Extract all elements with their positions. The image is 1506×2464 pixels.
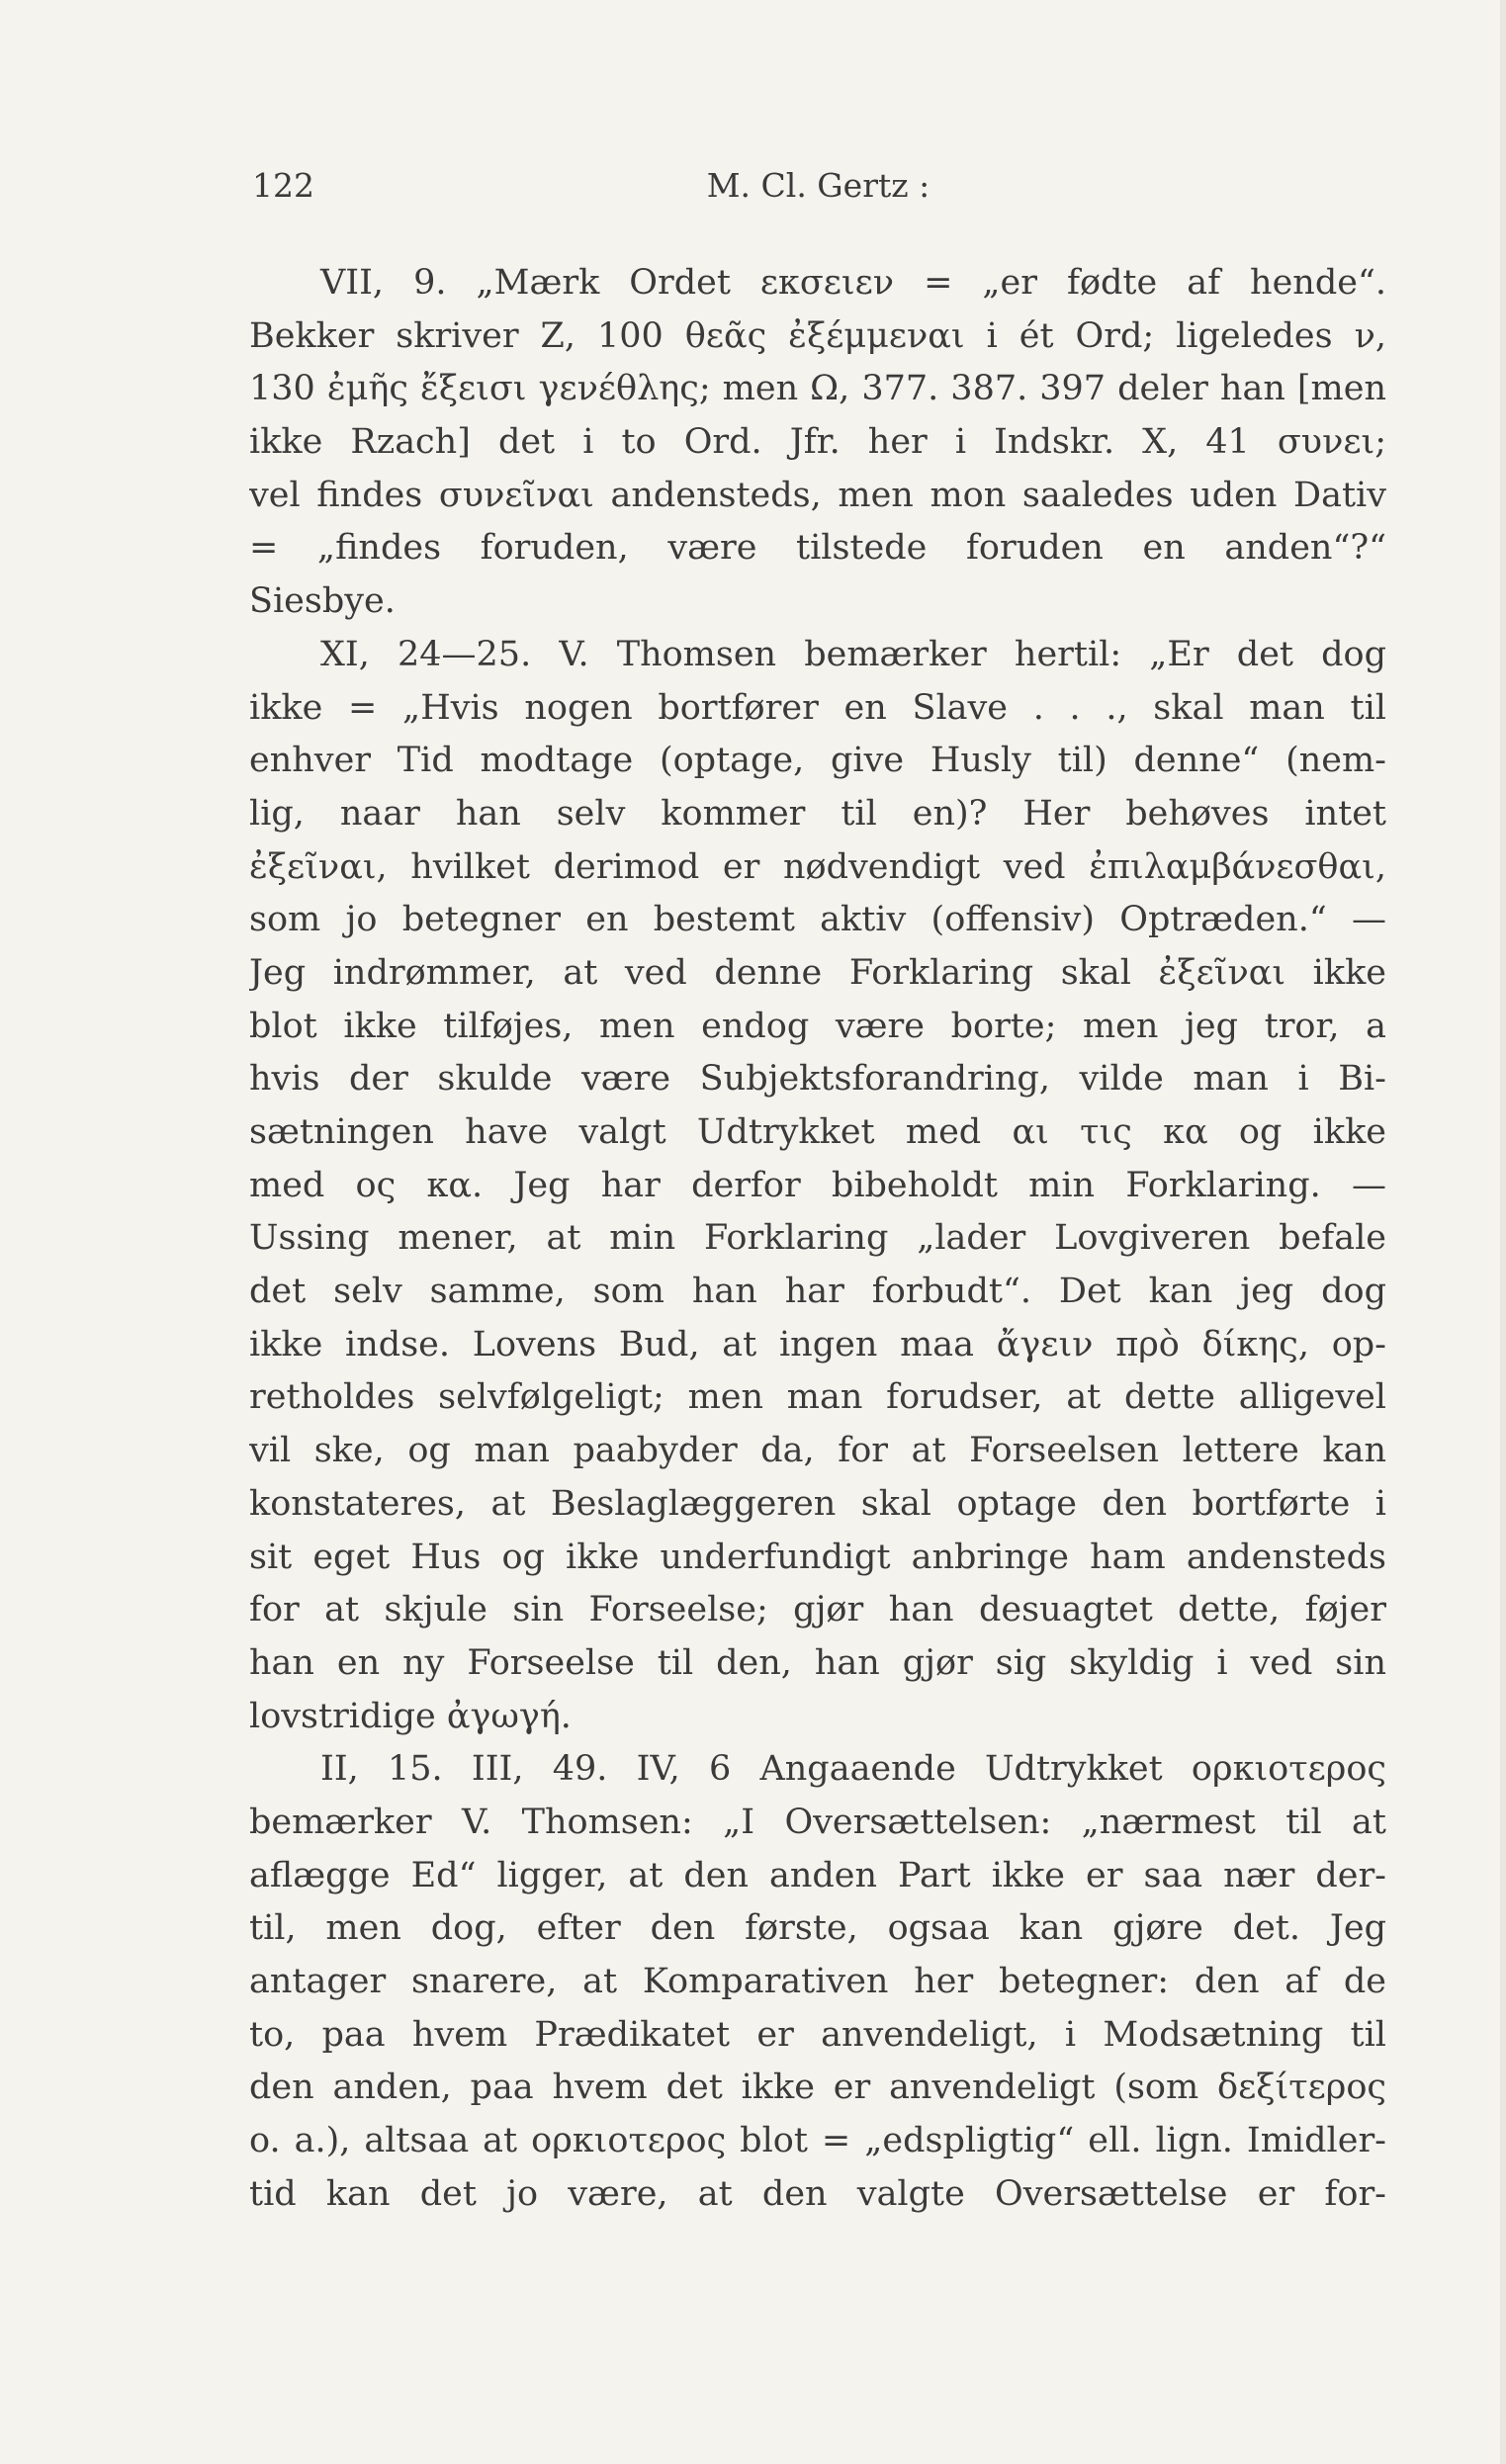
running-title: M. Cl. Gertz : (706, 166, 930, 205)
text-line: Siesbye. (249, 581, 396, 622)
text-line: = „findes foruden, være tilstede foruden en anden“?“ (249, 528, 1386, 569)
text-line: II, 15. III, 49. IV, 6 Angaaende Udtrykket ορκιοτερος (320, 1749, 1386, 1790)
text-line: 130 ἐμῆς ἔξεισι γενέθλης; men Ω, 377. 387. 397 deler han [men (249, 369, 1386, 409)
text-line: XI, 24—25. V. Thomsen bemærker hertil: „Er det dog (320, 634, 1386, 674)
text-line: retholdes selvfølgeligt; men man forudser, at dette alligevel (249, 1377, 1386, 1418)
text-line: den anden, paa hvem det ikke er anvendeligt (som δεξίτερος (249, 2068, 1386, 2108)
text-line: Bekker skriver Ζ, 100 θεᾶς ἐξέμμεναι i ét Ord; ligeledes ν, (249, 315, 1386, 356)
text-line: hvis der skulde være Subjektsforandring, vilde man i Bi- (249, 1059, 1386, 1100)
text-line: bemærker V. Thomsen: „I Oversættelsen: „nærmest til at (249, 1802, 1386, 1842)
text-line: o. a.), altsaa at ορκιοτερος blot = „edspligtig“ ell. lign. Imidler- (249, 2121, 1386, 2161)
text-line: aflægge Ed“ ligger, at den anden Part ikke er saa nær der- (249, 1855, 1386, 1895)
text-line: sit eget Hus og ikke underfundigt anbringe ham andensteds (249, 1537, 1386, 1577)
text-line: tid kan det jo være, at den valgte Oversættelse er for- (249, 2173, 1386, 2214)
text-line: enhver Tid modtage (optage, give Husly til) denne“ (nem- (249, 741, 1386, 781)
page-edge (1500, 0, 1506, 2464)
text-line: lovstridige ἀγωγή. (249, 1696, 572, 1736)
text-line: to, paa hvem Prædikatet er anvendeligt, i Modsætning til (249, 2014, 1386, 2055)
text-line: ikke indse. Lovens Bud, at ingen maa ἄγειν πρὸ δίκης, op- (249, 1324, 1386, 1364)
text-line: det selv samme, som han har forbudt“. Det kan jeg dog (249, 1272, 1386, 1312)
text-line: med ος κα. Jeg har derfor bibeholdt min Forklaring. — (249, 1165, 1386, 1205)
text-line: konstateres, at Beslaglæggeren skal optage den bortførte i (249, 1483, 1386, 1524)
text-line: blot ikke tilføjes, men endog være borte; men jeg tror, a (249, 1006, 1386, 1046)
text-line: VII, 9. „Mærk Ordet εκσειεν = „er fødte af hende“. (320, 263, 1386, 303)
text-line: Ussing mener, at min Forklaring „lader Lovgiveren befale (249, 1218, 1386, 1259)
body-text (249, 257, 1386, 2221)
text-line: antager snarere, at Komparativen her betegner: den af de (249, 1962, 1386, 2001)
text-line: vil ske, og man paabyder da, for at Forseelsen lettere kan (249, 1431, 1386, 1471)
text-line: han en ny Forseelse til den, han gjør sig skyldig i ved sin (249, 1642, 1386, 1683)
running-head (252, 166, 1384, 206)
text-line: ikke = „Hvis nogen bortfører en Slave . . ., skal man til (249, 687, 1386, 728)
text-line: Jeg indrømmer, at ved denne Forklaring skal ἐξεῖναι ikke (249, 952, 1386, 993)
text-line: ikke Rzach] det i to Ord. Jfr. her i Indskr. X, 41 συνει; (249, 422, 1386, 463)
page-number: 122 (252, 166, 314, 205)
text-line: vel findes συνεῖναι andensteds, men mon saaledes uden Dativ (249, 475, 1386, 515)
text-line: lig, naar han selv kommer til en)? Her behøves intet (249, 793, 1386, 834)
text-line: til, men dog, efter den første, ogsaa kan gjøre det. Jeg (249, 1908, 1386, 1949)
text-line: som jo betegner en bestemt aktiv (offensiv) Optræden.“ — (249, 900, 1386, 940)
text-line: sætningen have valgt Udtrykket med αι τις κα og ikke (249, 1112, 1386, 1152)
text-line: ἐξεῖναι, hvilket derimod er nødvendigt ved ἐπιλαμβάνεσθαι, (249, 846, 1386, 887)
text-line: for at skjule sin Forseelse; gjør han desuagtet dette, føjer (249, 1590, 1386, 1630)
